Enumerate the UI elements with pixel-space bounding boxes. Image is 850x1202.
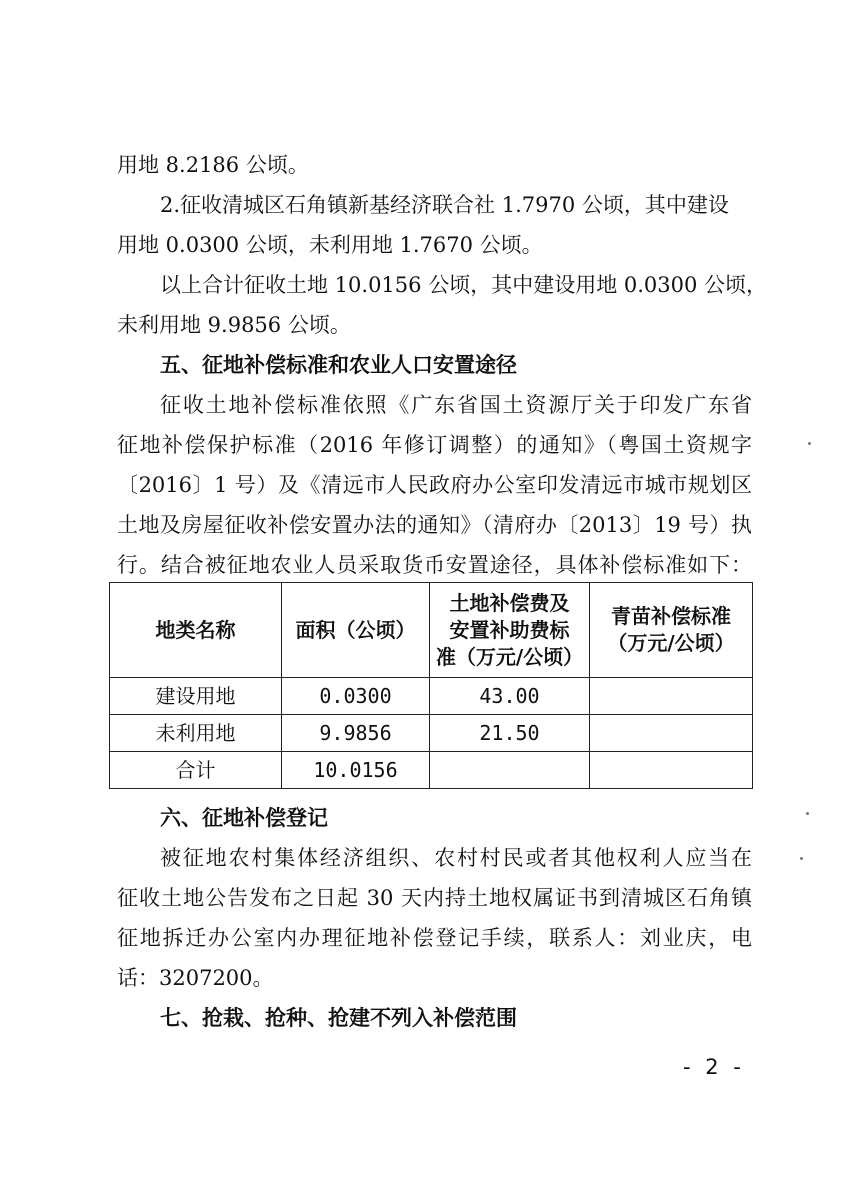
paragraph-line: 被征地农村集体经济组织、农村村民或者其他权利人应当在: [160, 846, 752, 870]
table-row: [110, 752, 753, 789]
paragraph-line: 征地补偿保护标准（2016 年修订调整）的通知》（粤国土资规字: [117, 433, 752, 457]
paragraph-line: 征收土地补偿标准依照《广东省国土资源厅关于印发广东省: [160, 393, 752, 417]
cell-area: 10.0156: [282, 752, 430, 789]
paragraph-line: 未利用地 9.9856 公顷。: [117, 313, 351, 337]
paragraph-line: 土地及房屋征收补偿安置办法的通知》（清府办〔2013〕19 号）执: [117, 513, 752, 537]
cell-crop-fee: [590, 678, 753, 715]
compensation-table: [109, 582, 753, 789]
paragraph-line: 征收土地公告发布之日起 30 天内持土地权属证书到清城区石角镇: [117, 886, 752, 910]
scan-speck: [808, 442, 811, 445]
header-area: 面积（公顷）: [282, 583, 430, 678]
header-land-fee-line: 土地补偿费及: [449, 590, 570, 615]
cell-area: 0.0300: [282, 678, 430, 715]
paragraph-line: 话：3207200。: [117, 966, 274, 990]
paragraph-line: 以上合计征收土地 10.0156 公顷，其中建设用地 0.0300 公顷，: [160, 273, 768, 297]
paragraph-line: 行。结合被征地农业人员采取货币安置途径，具体补偿标准如下：: [117, 553, 752, 577]
cell-land-fee: [430, 752, 590, 789]
header-crop-fee: [590, 583, 753, 678]
header-land-fee: [430, 583, 590, 678]
cell-crop-fee: [590, 752, 753, 789]
paragraph-line: 用地 0.0300 公顷，未利用地 1.7670 公顷。: [117, 233, 543, 257]
cell-land-fee: 21.50: [430, 715, 590, 752]
cell-land-type: 建设用地: [110, 678, 282, 715]
table-header-row: [110, 583, 753, 678]
scan-speck: [800, 857, 803, 860]
paragraph-line: 用地 8.2186 公顷。: [117, 153, 309, 177]
cell-area: 9.9856: [282, 715, 430, 752]
section-heading: 七、抢栽、抢种、抢建不列入补偿范围: [160, 1006, 517, 1030]
header-crop-fee-line: （万元/公顷）: [607, 631, 735, 655]
header-land-fee-line: 准（万元/公顷）: [435, 644, 584, 669]
header-crop-fee-line: 青苗补偿标准: [611, 604, 731, 628]
page-number: - 2 -: [683, 1055, 745, 1079]
table-row: [110, 715, 753, 752]
cell-land-type: 未利用地: [110, 715, 282, 752]
header-land-type: 地类名称: [110, 583, 282, 678]
cell-crop-fee: [590, 715, 753, 752]
paragraph-line: 征地拆迁办公室内办理征地补偿登记手续，联系人：刘业庆，电: [117, 926, 752, 950]
scan-speck: [806, 812, 809, 815]
cell-land-type: 合计: [110, 752, 282, 789]
paragraph-line: 〔2016〕1 号）及《清远市人民政府办公室印发清远市城市规划区: [117, 473, 752, 497]
section-heading: 六、征地补偿登记: [160, 806, 328, 830]
table-row: [110, 678, 753, 715]
header-land-fee-line: 安置补助费标: [449, 617, 570, 642]
section-heading: 五、征地补偿标准和农业人口安置途径: [160, 353, 517, 377]
paragraph-line: 2.征收清城区石角镇新基经济联合社 1.7970 公顷，其中建设: [160, 193, 729, 217]
cell-land-fee: 43.00: [430, 678, 590, 715]
